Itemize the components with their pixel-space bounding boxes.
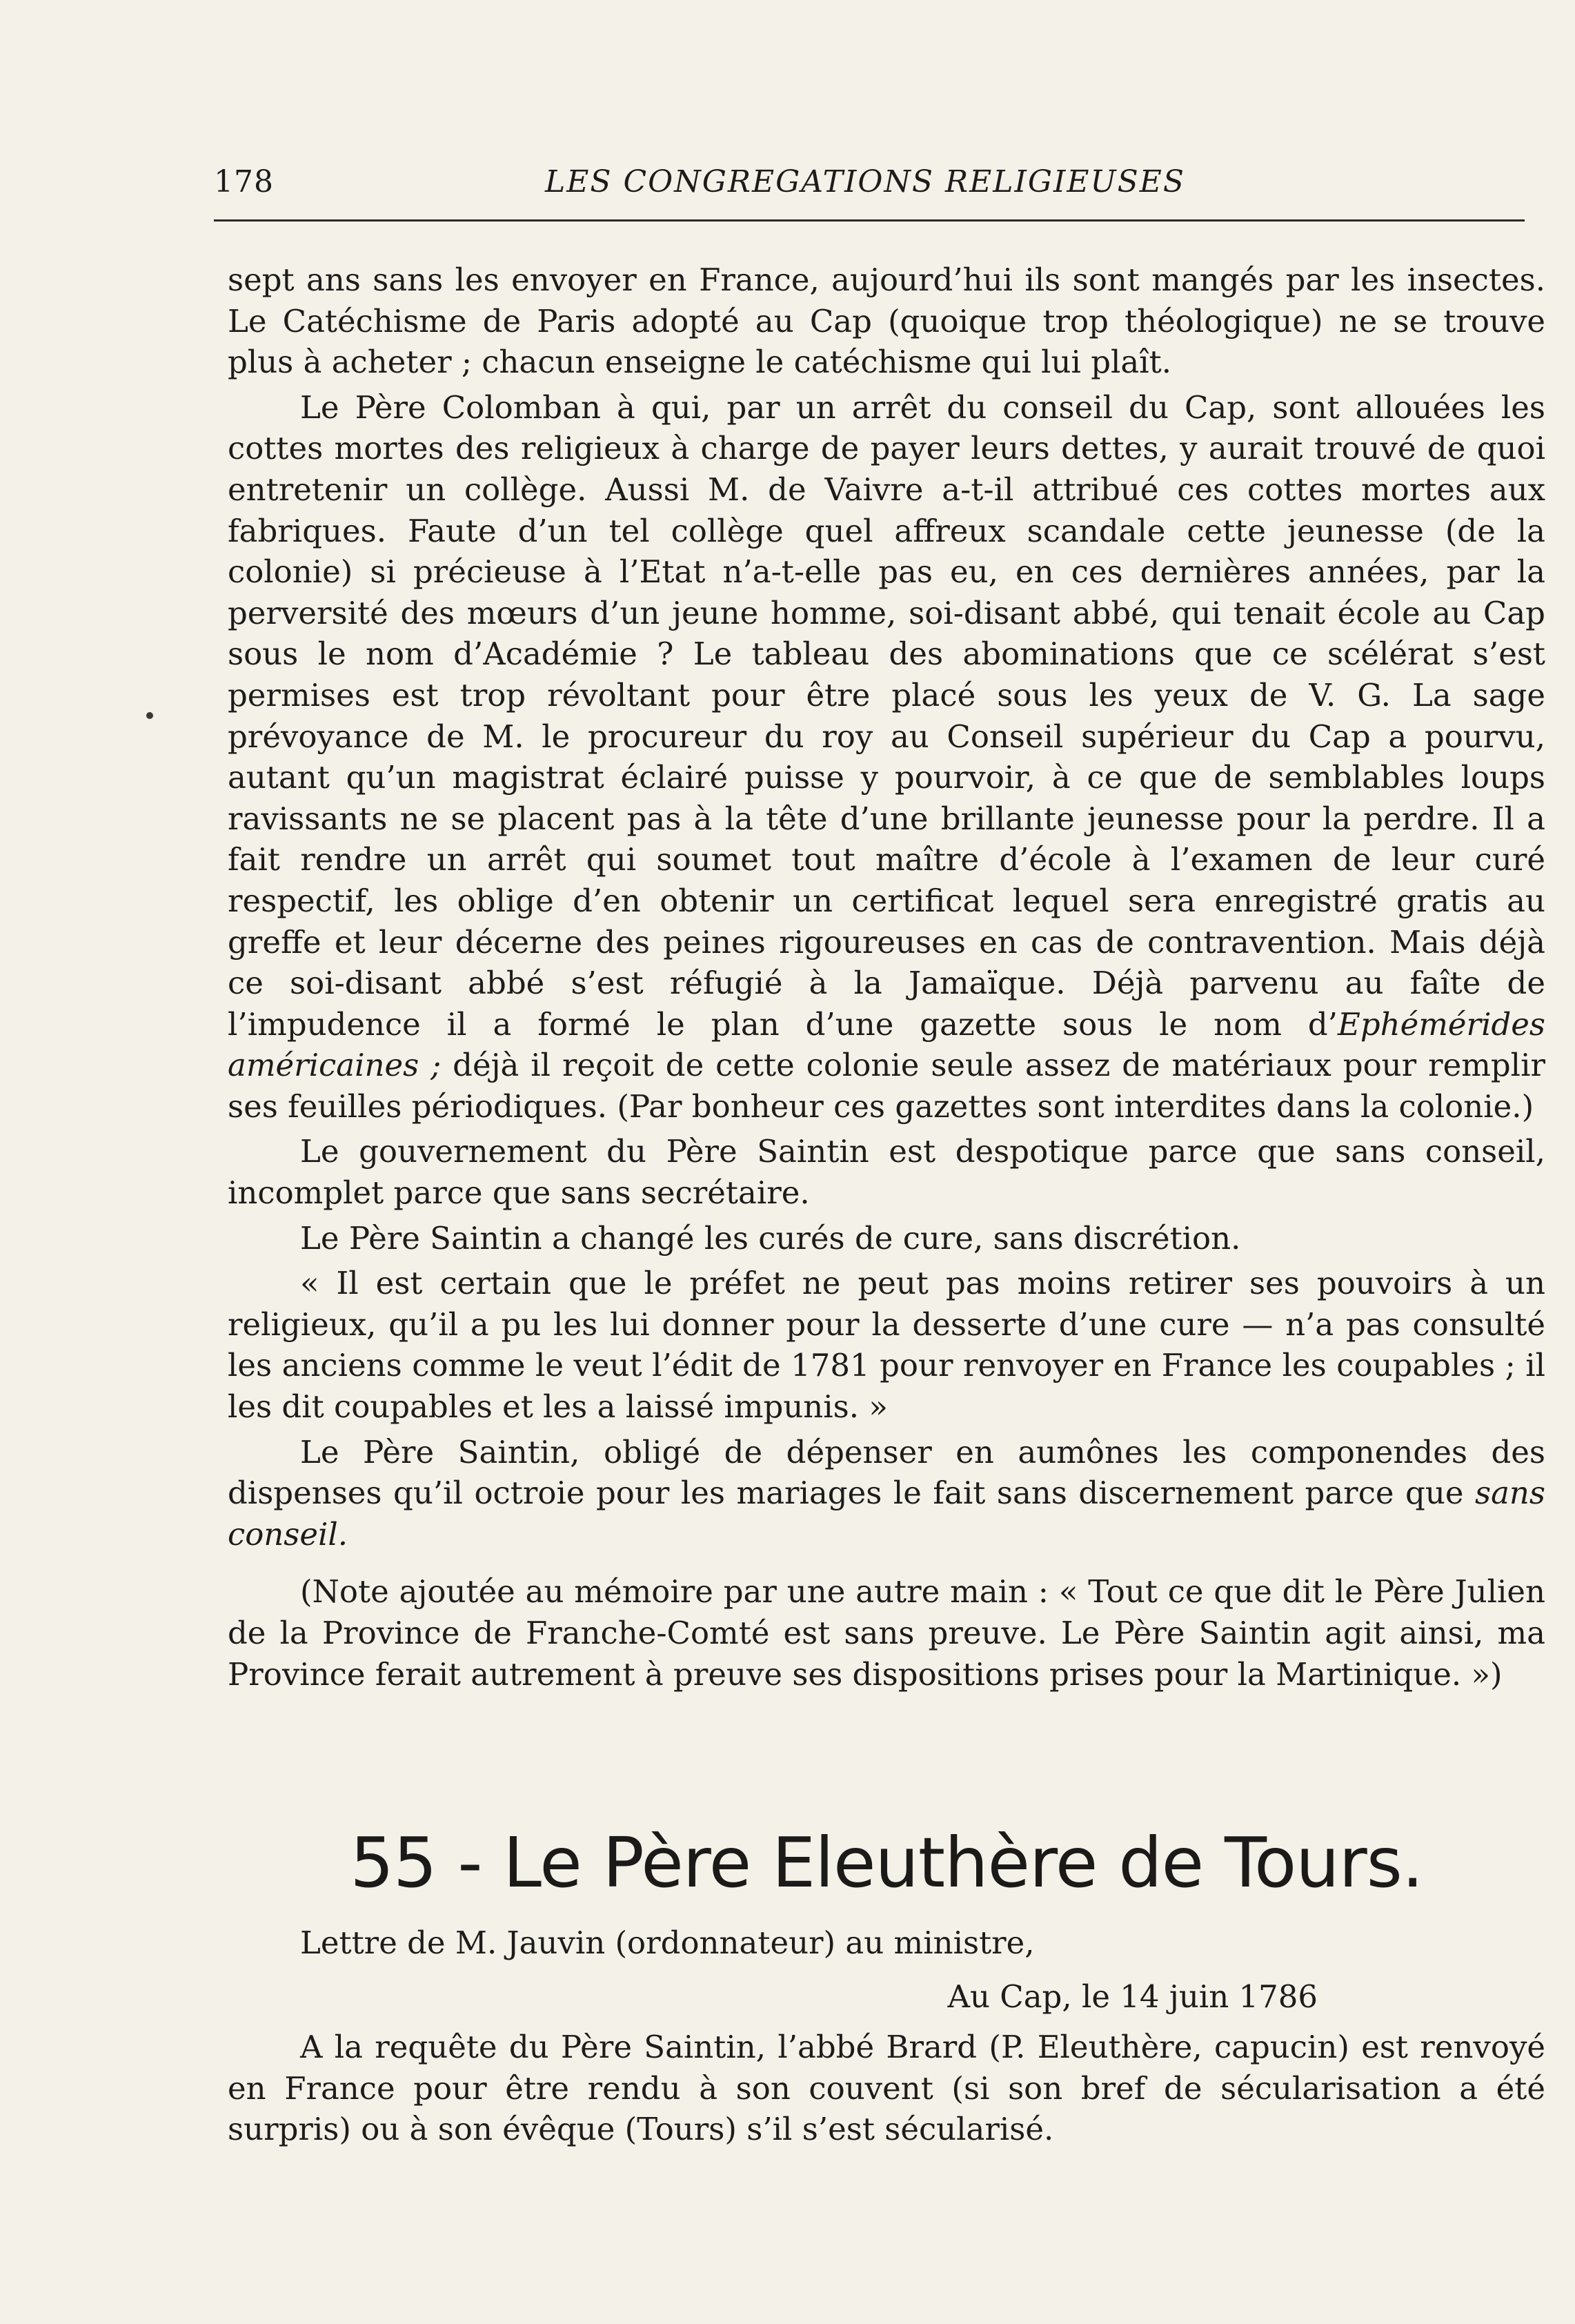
paragraph-1: sept ans sans les envoyer en France, aujourd’hui ils sont mangés par les insectes. Le Catéchisme de Paris adopté au Cap (quoique trop théologique) ne se trouve plus à acheter ; chacun enseigne le catéchisme qui lui plaît. bbox=[228, 262, 1545, 381]
letter-dateline: Au Cap, le 14 juin 1786 bbox=[947, 1978, 1318, 2015]
paragraph-5: « Il est certain que le préfet ne peut pas moins retirer ses pouvoirs à un religieux, qu’il a pu les lui donner pour la desserte d’une cure — n’a pas consulté les anciens comme le veut l’édit de 1781 pour renvoyer en France les coupables ; il les dit coupables et les a laissé impunis. » bbox=[228, 1265, 1545, 1426]
paragraph-2 bbox=[228, 387, 1545, 1127]
body-text bbox=[228, 259, 1545, 1699]
page-number: 178 bbox=[214, 164, 274, 199]
letter-body: A la requête du Père Saintin, l’abbé Brard (P. Eleuthère, capucin) est renvoyé en France pour être rendu à son couvent (si son bref de sécularisation a été surpris) ou à son évêque (Tours) s’il s’est sécularisé. bbox=[228, 2029, 1545, 2148]
letter-intro: Lettre de M. Jauvin (ordonnateur) au ministre, bbox=[300, 1924, 1035, 1961]
page-header bbox=[214, 164, 1525, 206]
paragraph-7: (Note ajoutée au mémoire par une autre main : « Tout ce que dit le Père Julien de la Province de Franche-Comté est sans preuve. Le Père Saintin agit ainsi, ma Province ferait autrement à preuve ses dispositions prises pour la Martinique. ») bbox=[228, 1573, 1545, 1693]
header-rule bbox=[214, 219, 1525, 221]
paragraph-6-italic: sans conseil. bbox=[228, 1475, 1545, 1553]
paragraph-3: Le gouvernement du Père Saintin est despotique parce que sans conseil, incomplet parce que sans secrétaire. bbox=[228, 1133, 1545, 1212]
paragraph-6-text: Le Père Saintin, obligé de dépenser en aumônes les componendes des dispenses qu’il octroie pour les mariages le fait sans discernement parce que bbox=[228, 1433, 1545, 1512]
letter-block bbox=[228, 1922, 1545, 2150]
paragraph-2-italic: Ephémérides américaines ; bbox=[228, 1005, 1545, 1084]
paragraph-4: Le Père Saintin a changé les curés de cure, sans discrétion. bbox=[300, 1219, 1241, 1257]
section-title: 55 - Le Père Eleuthère de Tours. bbox=[350, 1822, 1423, 1903]
paragraph-2-text: Le Père Colomban à qui, par un arrêt du conseil du Cap, sont allouées les cottes mortes des religieux à charge de payer leurs dettes, y aurait trouvé de quoi entretenir un collège. Aussi M. de Vaivre a-t-il attribué ces cottes mortes aux fabriques. Faute d’un tel collège quel affreux scandale cette jeunesse (de la colonie) si précieuse à l’Etat n’a-t-elle pas eu, en ces dernières années, par la perversité des mœurs d’un jeune homme, soi-disant abbé, qui tenait école au Cap sous le nom d’Académie ? Le tableau des abominations que ce scélérat s’est permises est trop révoltant pour être placé sous les yeux de V. G. La sage prévoyance de M. le procureur du roy au Conseil supérieur du Cap a pourvu, autant qu’un magistrat éclairé puisse y pourvoir, à ce que de semblables loups ravissants ne se placent pas à la tête d’une brillante jeunesse pour la perdre. Il a fait rendre un arrêt qui soumet tout maître d’école à l’examen de leur curé respectif, les oblige d’en obtenir un certificat lequel sera enregistré gratis au greffe et leur décerne des peines rigoureuses en cas de contravention. Mais déjà ce soi-disant abbé s’est réfugié à la Jamaïque. Déjà parvenu au faîte de l’impudence il a formé le plan d’une gazette sous le nom d’ bbox=[228, 388, 1545, 1043]
paragraph-6 bbox=[228, 1432, 1545, 1555]
paragraph-2-tail: déjà il reçoit de cette colonie seule assez de matériaux pour remplir ses feuilles périodiques. (Par bonheur ces gazettes sont interdites dans la colonie.) bbox=[228, 1047, 1545, 1125]
margin-dot bbox=[146, 712, 153, 719]
running-title: LES CONGREGATIONS RELIGIEUSES bbox=[545, 164, 1186, 199]
